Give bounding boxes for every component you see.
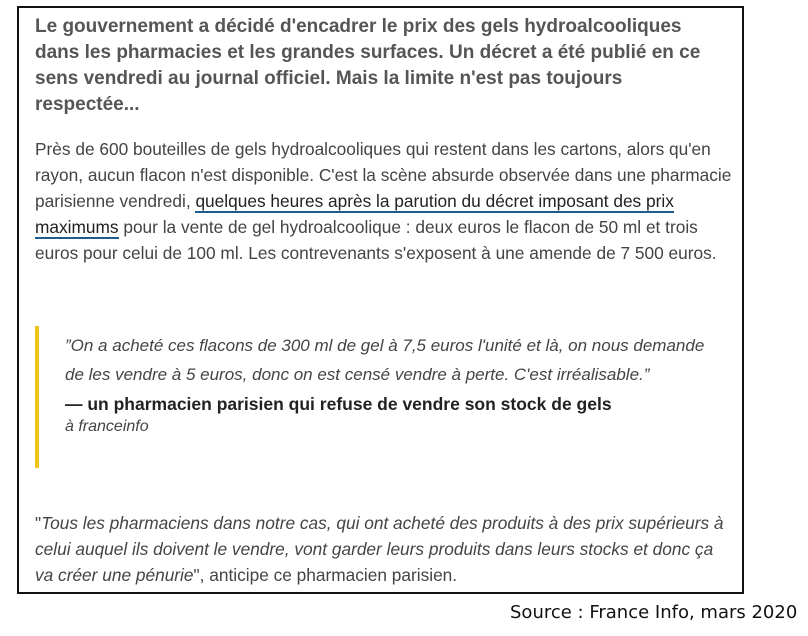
body-text-2: pour la vente de gel hydroalcoolique : deux euros le flacon de 50 ml et trois euros pour celui de 100 ml. Les contrevenants s'exposent à une amende de 7 500 euros. [35,217,717,263]
closing-paragraph [35,510,735,588]
body-text-1: Près de 600 bouteilles de gels hydroalcooliques qui restent dans les cartons, alors qu'en rayon, aucun flacon n'est disponible. C'est la scène absurde observée dans une pharmacie parisienne vendredi, [35,139,732,211]
quote-text: ”On a acheté ces flacons de 300 ml de gel à 7,5 euros l'unité et là, on nous demande de les vendre à 5 euros, donc on est censé vendre à perte. C'est irréalisable.” [65,336,705,384]
quote-author: — un pharmacien parisien qui refuse de vendre son stock de gels [65,394,612,414]
closing-quote-text: Tous les pharmaciens dans notre cas, qui ont acheté des produits à des prix supérieurs à celui auquel ils doivent le vendre, vont garder leurs produits dans leurs stocks et donc ça va créer une pénurie [35,513,724,585]
blockquote [35,326,715,468]
decree-link[interactable]: quelques heures après la parution du décret imposant des prix maximums [35,191,674,237]
source-caption: Source : France Info, mars 2020 [510,602,798,623]
article-lead: Le gouvernement a décidé d'encadrer le prix des gels hydroalcooliques dans les pharmacies et les grandes surfaces. Un décret a été publié en ce sens vendredi au journal officiel. Mais la limite n'est pas toujours respectée... [35,16,701,115]
closing-open-quote: " [35,513,42,533]
article-frame [17,6,744,594]
article-body [35,136,735,266]
closing-attribution: ", anticipe ce pharmacien parisien. [193,565,458,585]
quote-source: à franceinfo [65,418,149,435]
